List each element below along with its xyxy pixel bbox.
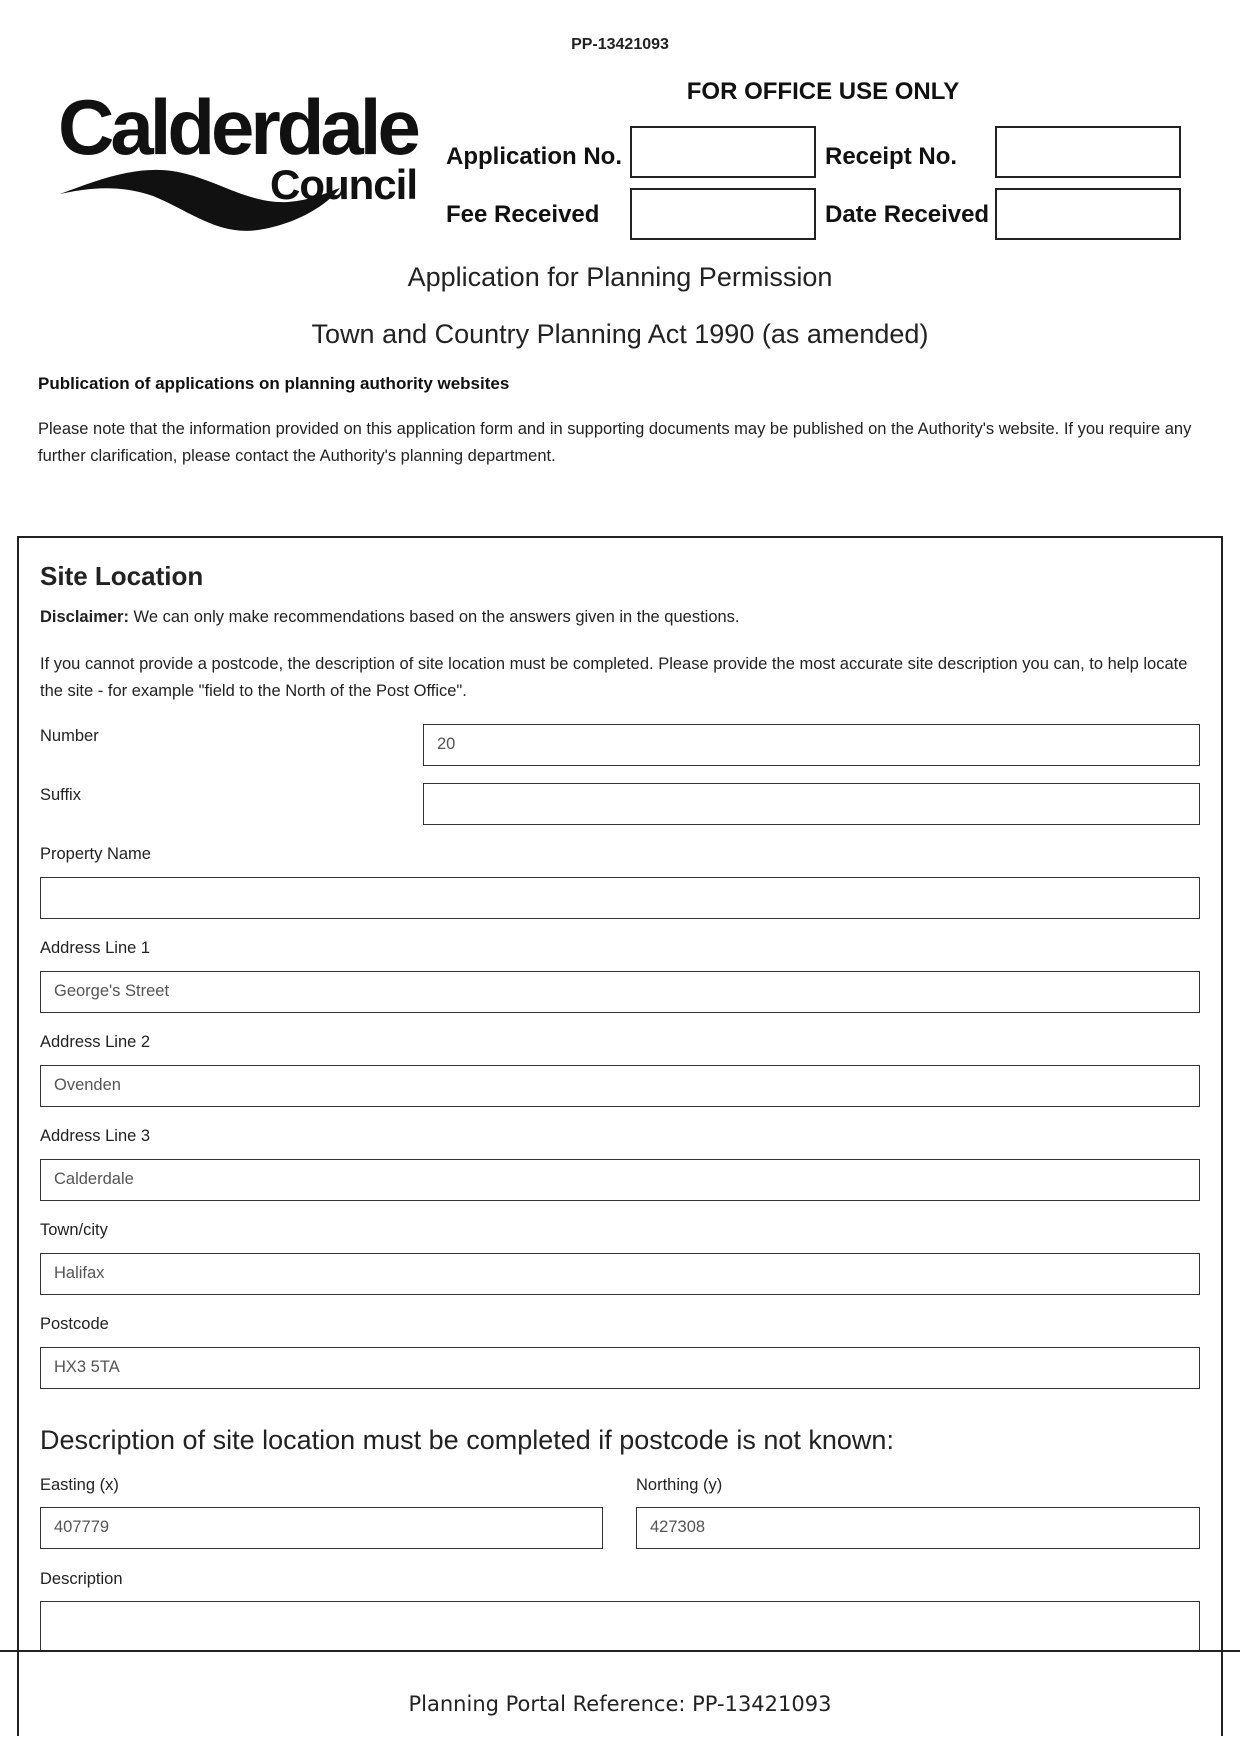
address-line-2-field[interactable]: Ovenden [40,1065,1200,1107]
northing-field[interactable]: 427308 [636,1507,1200,1549]
receipt-no-box [995,126,1181,178]
town-city-label: Town/city [40,1221,108,1239]
postcode-label: Postcode [40,1315,109,1333]
address-line-1-field[interactable]: George's Street [40,971,1200,1013]
easting-label: Easting (x) [40,1476,119,1494]
logo-word-calderdale: Calderdale [58,83,417,171]
application-no-label: Application No. [446,143,622,170]
suffix-label: Suffix [40,786,81,804]
postcode-field[interactable]: HX3 5TA [40,1347,1200,1389]
disclaimer-text: We can only make recommendations based on the answers given in the questions. [128,608,740,626]
address-line-2-label: Address Line 2 [40,1033,151,1051]
number-field[interactable]: 20 [423,724,1200,766]
description-field[interactable] [40,1601,1200,1650]
disclaimer [40,608,740,627]
calderdale-council-logo [58,83,417,237]
number-label: Number [40,727,99,745]
date-received-box [995,188,1181,240]
logo-word-council: Council [270,161,417,208]
site-location-info: If you cannot provide a postcode, the description of site location must be completed. Please provide the most accurate site description you can, to help locate the site - for example "field to the North of the Post Office". [40,655,1188,700]
footer-reference: Planning Portal Reference: PP-13421093 [408,1692,832,1716]
description-heading: Description of site location must be completed if postcode is not known: [40,1425,894,1455]
property-name-field[interactable] [40,877,1200,919]
disclaimer-label: Disclaimer: [40,608,129,626]
office-use-title: FOR OFFICE USE ONLY [686,78,960,105]
suffix-field[interactable] [423,783,1200,825]
page-title: Application for Planning Permission [407,262,833,292]
site-location-section [17,536,1223,1736]
address-line-3-label: Address Line 3 [40,1127,151,1145]
town-city-field[interactable]: Halifax [40,1253,1200,1295]
page-subtitle: Town and Country Planning Act 1990 (as amended) [311,319,929,349]
description-label: Description [40,1570,123,1588]
footer-divider [0,1650,1240,1652]
fee-received-box [630,188,816,240]
publication-text: Please note that the information provided on this application form and in supporting documents may be published on the Authority's website. If you require any further clarification, please contact the Authority's planning department. [38,420,1192,465]
site-location-title: Site Location [40,561,204,591]
property-name-label: Property Name [40,845,151,863]
receipt-no-label: Receipt No. [825,143,958,170]
reference-number: PP-13421093 [571,36,669,53]
easting-field[interactable]: 407779 [40,1507,603,1549]
application-no-box [630,126,816,178]
date-received-label: Date Received [825,201,990,228]
address-line-3-field[interactable]: Calderdale [40,1159,1200,1201]
fee-received-label: Fee Received [446,201,600,228]
northing-label: Northing (y) [636,1476,723,1494]
publication-heading: Publication of applications on planning authority websites [38,374,510,393]
address-line-1-label: Address Line 1 [40,939,151,957]
